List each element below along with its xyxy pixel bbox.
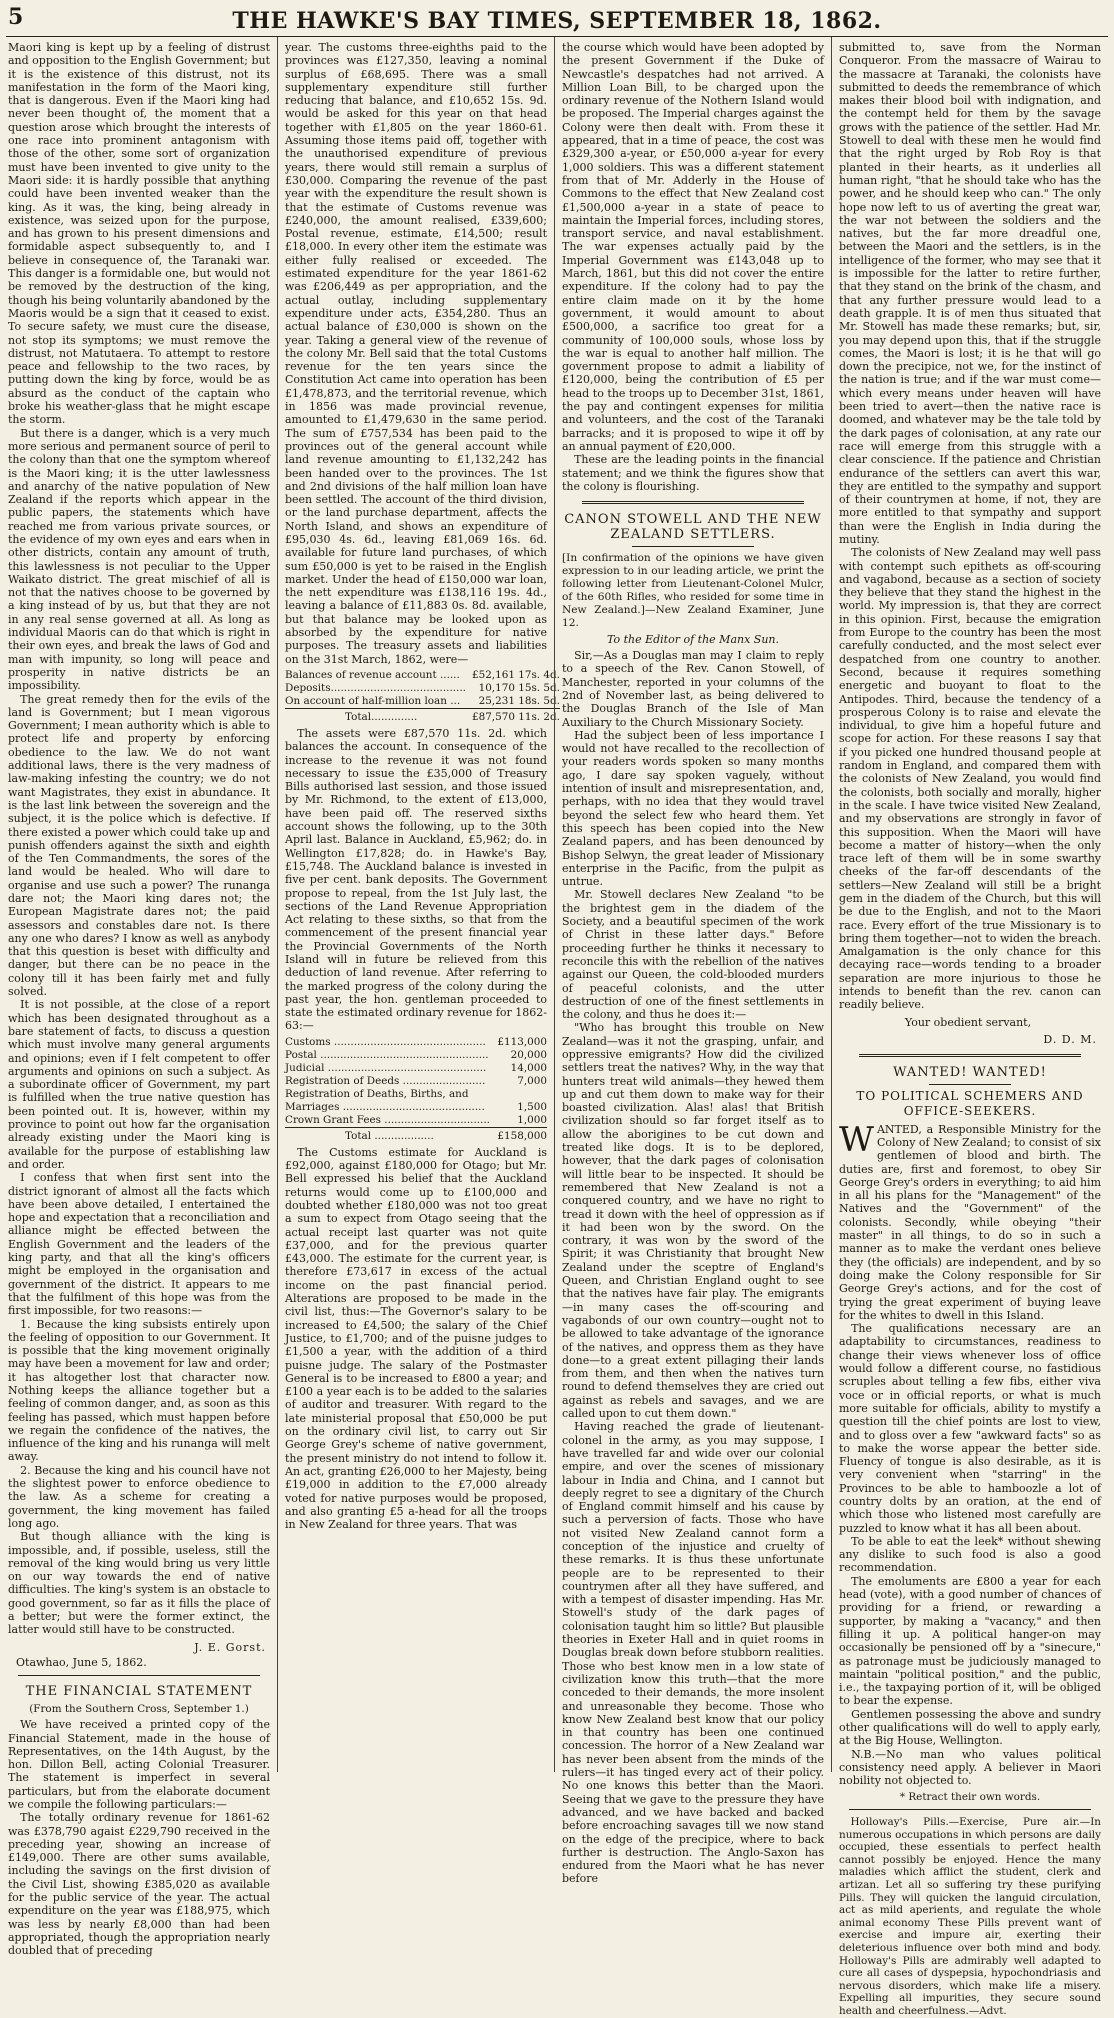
row-label: Registration of Deaths, Births, and Marriages ........................................... bbox=[285, 1087, 485, 1113]
paragraph: To be able to eat the leek* without shewing any dislike to such food is also a good recommendation. bbox=[839, 1534, 1101, 1575]
row-amount: 14,000 bbox=[510, 1061, 547, 1074]
paragraph: N.B.—No man who values political consistency need apply. A believer in Maori nobility not objected to. bbox=[839, 1747, 1101, 1788]
total-label: Total .................. bbox=[285, 1127, 491, 1143]
divider bbox=[929, 1084, 1011, 1085]
row-amount: 7,000 bbox=[517, 1074, 547, 1087]
column-3 bbox=[554, 37, 831, 1886]
table-row bbox=[285, 1062, 547, 1075]
drop-cap: W bbox=[839, 1119, 874, 1160]
paragraph: I confess that when first sent into the district ignorant of almost all the facts which have been above detailed, I entertained the hope and expectation that a reconciliation and alliance might be effected between the English Government and the leaders of the king party, and that all the king's officers might be employed in the organisation and government of the district. It appears to me that the fulfilment of this hope was from the first impossible, for two reasons:— bbox=[8, 1171, 270, 1318]
paragraph: Maori king is kept up by a feeling of distrust and opposition to the English Government; but it is the existence of this distrust, not its manifestation in the form of the Maori king, that is dangerous. Even if the Maori king had never been thought of, the moment that a question arose which brought the interests of one race into prominent antagonism with those of the other, some sort of organization must have been invented to give unity to the Maori side: it is hardly possible that anything could have been invented weaker than the king. As it was, the king, being already in existence, was seized upon for the purpose, and has grown to his present dimensions and formidable aspect subsequently to, and I believe in consequence of, the Taranaki war. This danger is a formidable one, but would not be removed by the destruction of the king, though his being voluntarily abandoned by the Maoris would be a sign that it ceased to exist. To secure safety, we must cure the disease, not stop its symptoms; we must remove the distrust, not Matutaera. To attempt to restore peace and fellowship to the two races, by putting down the king by force, would be as absurd as the conduct of the captain who broke his weather-glass that he might escape the storm. bbox=[8, 41, 270, 427]
paragraph: Mr. Stowell declares New Zealand "to be the brightest gem in the diadem of the Society, and a beautiful specimen of the work of Christ in these latter days." Before proceeding further he thinks it necessary to reconcile this with the rebellion of the natives against our Queen, the cold-blooded murders of peaceful colonists, and the utter destruction of one of the finest settlements in the colony, and thus he does it:— bbox=[562, 888, 824, 1022]
article-source: (From the Southern Cross, September 1.) bbox=[29, 1702, 249, 1715]
advert-subtitle: TO POLITICAL SCHEMERS AND OFFICE-SEEKERS. bbox=[856, 1088, 1084, 1118]
row-label: Registration of Deeds ......................... bbox=[285, 1074, 486, 1087]
table-row bbox=[285, 1049, 547, 1062]
table-total-row bbox=[285, 1127, 547, 1143]
table-row bbox=[285, 1036, 547, 1049]
paragraph: We have received a printed copy of the Financial Statement, made in the house of Representatives, on the 14th August, by the hon. Dillon Bell, acting Colonial Treasurer. The statement is imperfect in several particulars, but from the elaborate document we compile the following particulars:— bbox=[8, 1718, 270, 1811]
row-amount: £52,161 17s. 4d. bbox=[471, 668, 560, 681]
row-label: On account of half-million loan ... bbox=[285, 694, 461, 707]
paragraph: The totally ordinary revenue for 1861-62 was £378,790 agaist £229,790 received in the preceding year, showing an increase of £149,000. There are other sums available, including the savings on the first division of the Civil List, showing £385,020 as available for the public service of the year. The actual expenditure on the year was £188,975, which was less by nearly £8,000 than had been appropriated, though the appropriation nearly doubled that of preceding bbox=[8, 1811, 270, 1958]
paragraph: 2. Because the king and his council have not the slightest power to enforce obedience to the law. As a scheme for creating a government, the king movement has failed long ago. bbox=[8, 1463, 270, 1530]
estimates-table bbox=[285, 1036, 547, 1143]
paragraph-text: ANTED, a Responsible Ministry for the Colony of New Zealand; to consist of six gentlemen of blood and birth. The duties are, first and foremost, to obey Sir George Grey's orders in everything; to aid him in all his plans for the "Management" of the Natives and the "Government" of the colonists. Secondly, while obeying "their master" in all things, to do so in such a manner as to make the verdant ones believe they (the officials) are independent, and by so doing make the Colony responsible for Sir George Grey's actions, and for the cost of trying the great experiment of buying leave for the whites to dwell in this Island. bbox=[839, 1122, 1101, 1322]
closing: Your obedient servant, bbox=[904, 1015, 1032, 1029]
total-label: Total.............. bbox=[285, 708, 466, 724]
paragraph: The emoluments are £800 a year for each head (vote), with a good number of chances of providing for a friend, or rewarding a supporter, by making a "vacancy," and then filling it up. A political hanger-on may occasionally be pensioned off by a "sinecure," as patronage must be judiciously managed to maintain "political position," and the public, i.e., the taxpaying portion of it, will be obliged to bear the expense. bbox=[839, 1574, 1101, 1708]
place-date: Otawhao, June 5, 1862. bbox=[16, 1655, 147, 1669]
paragraph: The qualifications necessary are an adaptability to circumstances, readiness to change their views whenever loss of office would follow a different course, no fastidious scruples about telling a few fibs, either viva voce or in official reports, or what is much more suitable for officials, ability to mystify a question till the chief points are lost to view, and to gloss over a few "awkward facts" so as to make the worse appear the better side. Fluency of tongue is also desirable, as it is very convenient when "starring" in the Provinces to be able to hamboozle a lot of country dolts by an oration, at the end of which those who listened most carefully are puzzled to know what it has all been about. bbox=[839, 1322, 1101, 1535]
paragraph: The Customs estimate for Auckland is £92,000, against £180,000 for Otago; but Mr. Bell expressed his belief that the Auckland returns would come up to £100,000 and doubted whether £180,000 was not too great a sum to expect from Otago seeing that the actual receipt last quarter was not quite £37,000, and for the previous quarter £43,000. The estimate for the current year, is therefore £73,617 in excess of the actual income on the past financial period. Alterations are proposed to be made in the civil list, thus:—The Governor's salary to be increased to £4,500; the salary of the Chief Justice, to £1,700; and of the puisne judges to £1,500 a year, with the addition of a third puisne judge. The salary of the Postmaster General is to be increased to £800 a year; and £100 a year each is to be added to the salaries of auditor and treasurer. With regard to the late ministerial proposal that £50,000 be put on the ordinary civil list, to carry out Sir George Grey's scheme of native government, the present ministry do not intend to follow it. An act, granting £26,000 to her Majesty, being £19,000 in addition to the £7,000 already voted for native purposes would be proposed, and also granting £5 a-head for all the troops in New Zealand for three years. That was bbox=[285, 1145, 547, 1532]
divider bbox=[632, 546, 754, 547]
paragraph: Having reached the grade of lieutenant-colonel in the army, as you may suppose, I have travelled far and wide over our colonial empire, and over the scenes of missionary labour in India and China, and I cannot but deeply regret to see a dignitary of the Church of England commit himself and his cause by such a perversion of facts. Those who have not visited New Zealand cannot form a conception of the injustice and cruelty of these remarks. It is thus these unfortunate people are to be represented to their countrymen after all they have suffered, and with a tempest of disaster impending. Has Mr. Stowell's study of the dark pages of colonisation taught him so little? But plausible theories in Exeter Hall and in quiet rooms in Douglas break down before stubborn realities. Those who best know men in a low state of civilization know this truth—that the more conceded to their demands, the more insolent and unreasonable they become. Those who know New Zealand best know that our policy in that country has been one continued concession. The horror of a New Zealand war has never been absent from the minds of the rulers—it has tinged every act of their policy. No one knows this better than the Maori. Seeing that we gave to the pressure they have advanced, and we have backed and backed before encroaching savages till we now stand on the edge of the precipice, where to back further is destruction. The Anglo-Saxon has endured from the Maori what he has never before bbox=[562, 1420, 824, 1886]
paragraph: 1. Because the king subsists entirely upon the feeling of opposition to our Government. It is possible that the king movement originally may have been a movement for law and order; it has altogether lost that character now. Nothing keeps the alliance together but a feeling of common danger, and, as soon as this feeling has passed, which must happen before we regain the confidence of the natives, the influence of the king and his runanga will melt away. bbox=[8, 1317, 270, 1464]
advert-title: WANTED! WANTED! bbox=[893, 1064, 1047, 1080]
assets-table bbox=[285, 669, 560, 724]
column-1 bbox=[6, 37, 277, 1958]
column-4 bbox=[831, 37, 1108, 2018]
divider bbox=[582, 501, 804, 504]
row-amount: £113,000 bbox=[497, 1035, 547, 1048]
row-label: Customs .............................................. bbox=[285, 1035, 486, 1048]
page-number: 5 bbox=[8, 4, 24, 30]
masthead: THE HAWKE'S BAY TIMES, SEPTEMBER 18, 1862. bbox=[232, 8, 882, 34]
divider bbox=[849, 1809, 1091, 1810]
paragraph: The assets were £87,570 11s. 2d. which balances the account. In consequence of the increase to the revenue it was not found necessary to issue the £35,000 of Treasury Bills authorised last session, and those issued by Mr. Richmond, to the extent of £13,000, have been paid off. The reserved sixths account shows the following, up to the 30th April last. Balance in Auckland, £5,962; do. in Wellington £17,828; do. in Hawke's Bay, £15,748. The Auckland balance is invested in five per cent. bank deposits. The Government propose to repeal, from the 1st July last, the sections of the Land Revenue Appropriation Act relating to these sixths, so that from the commencement of the present financial year the Provincial Governments of the North Island will in future be relieved from this deduction of land revenue. After referring to the marked progress of the colony during the past year, the hon. gentleman proceeded to state the estimated ordinary revenue for 1862-63:— bbox=[285, 726, 547, 1033]
row-label: Crown Grant Fees ................................ bbox=[285, 1113, 490, 1126]
footnote: * Retract their own words. bbox=[899, 1790, 1041, 1803]
paragraph: submitted to, save from the Norman Conqueror. From the massacre of Wairau to the massacre at Taranaki, the colonists have submitted to deeds the remembrance of which makes their blood boil with indignation, and the contempt held for them by the savage grows with the patience of the settler. Had Mr. Stowell to deal with these men he would find that the right urged by Rob Roy is that planted in their hearts, as it underlies all human right, "that he should take who has the power, and he should keep who can." The only hope now left to us of averting the great war, the war not between the soldiers and the natives, but the far more dreadful one, between the Maori and the settlers, is in the intelligence of the former, who may see that it is impossible for the latter to retire further, that they stand on the brink of the chasm, and that any further pressure would lead to a death grapple. It is of men thus situated that Mr. Stowell has made these remarks; but, sir, you may depend upon this, that if the struggle comes, the Maori is lost; it is he that will go down the precipice, not we, for the instinct of the nation is true; and if the war must come—which every means under heaven will have been tried to avert—then the native race is doomed, and whatever may be the tale told by the dark pages of colonisation, at any rate our race will emerge from this struggle with a clear conscience. If the patience and Christian endurance of the settlers can avert this war, they are entitled to the sympathy and support of their countrymen at home, if not, they are more entitled to that sympathy and support than were the English in India during the mutiny. bbox=[839, 41, 1101, 546]
row-amount: 10,170 15s. 5d. bbox=[478, 681, 560, 694]
article-intro: [In confirmation of the opinions we have given expression to in our leading article, we print the following letter from Lieutenant-Colonel Mulcr, of the 60th Rifles, who resided for some time in New Zealand.]—New Zealand Examiner, June 12. bbox=[562, 552, 824, 630]
row-amount: 25,231 18s. 5d. bbox=[478, 694, 560, 707]
paragraph: The colonists of New Zealand may well pass with contempt such epithets as off-scouring and vagabond, because as a section of society they believe that they stand the highest in the world. My impression is, that they are correct in this opinion. First, because the emigration from Europe to the country has been the most carefully conducted, and the most select ever despatched from one country to another. Second, because it requires something energetic and buoyant to float to the Antipodes. Third, because the tendency of a prosperous Colony is to raise and elevate the individual, to give him a hopeful future and scope for action. For these reasons I say that if you picked one hundred thousand people at random in England, and compared them with the colonists of New Zealand, you would find the colonists, both socially and morally, higher in the scale. I have twice visited New Zealand, and my observations are strongly in favor of this supposition. When the Maori will have become a matter of history—when the only trace left of them will be in some swarthy cheeks of the far-off descendants of the settlers—New Zealand will still be a bright gem in the diadem of the Church, but this will be due to the English, and not to the Maori race. Every effort of the true Missionary is to bring them together—not to widen the breach. Amalgamation is the only chance for this decaying race—words tending to a broader separation are more injurious to those he intends to benefit than the rev. canon can readily believe. bbox=[839, 546, 1101, 1012]
signature: D. D. M. bbox=[1043, 1032, 1097, 1046]
total-amount: £158,000 bbox=[491, 1127, 547, 1143]
total-amount: £87,570 11s. 2d. bbox=[466, 708, 560, 724]
advertisement: Holloway's Pills.—Exercise, Pure air.—In numerous occupations in which persons are daily occupied, these essentials to perfect health cannot possibly be enjoyed. Hence the many maladies which afflict the student, clerk and artizan. Let all so suffering try these purifying Pills. They will quicken the languid circulation, act as mild aperients, and regulate the whole animal economy These Pills prevent want of exercise and impure air, exerting their deleterious influence over both mind and body. Holloway's Pills are admirably well adapted to cure all cases of dyspepsia, hypochondriasis and nervous disorders, which make life a misery. Expelling all impurities, they secure sound health and cheerfulness.—Advt. bbox=[839, 1816, 1101, 2018]
paragraph: The great remedy then for the evils of the land is Government; but I mean vigorous Government; I mean authority which is able to protect life and property by enforcing obedience to the law. We do not want additional laws, there is the very madness of law-making infesting the country; we do not want Magistrates, they exist in abundance. It is the last link between the sovereign and the subject, it is the police which is defective. If there existed a power which could take up and punish offenders against the sixth and eighth of the Ten Commandments, the sores of the land would be healed. Who will dare to organise and use such a power? The runanga dare not; the Maori king dares not; the European Magistrate dares not; the paid assessors and constables dare not. Is there any one who dares? I know as well as anybody that this question is beset with difficulty and danger, but there can be no peace in the colony till it has been fairly met and fully solved. bbox=[8, 692, 270, 999]
column-2 bbox=[277, 37, 560, 1772]
table-row bbox=[285, 669, 560, 682]
paragraph: It is not possible, at the close of a report which has been designated throughout as a bare statement of facts, to discuss a question which must involve many general arguments and opinions; even if I felt competent to offer arguments and opinions on such a subject. As a subordinate officer of Government, my part is fulfilled when the true native question has been pointed out. It is, however, within my province to point out how far the organisation already existing under the Maori king is available for the purpose of establishing law and order. bbox=[8, 998, 270, 1171]
article-title: CANON STOWELL AND THE NEW ZEALAND SETTLERS. bbox=[564, 512, 822, 543]
paragraph: Sir,—As a Douglas man may I claim to reply to a speech of the Rev. Canon Stowell, of Manchester, reported in your columns of the 2nd of November last, as being delivered to the Douglas Branch of the Isle of Man Auxiliary to the Church Missionary Society. bbox=[562, 649, 824, 729]
table-total-row bbox=[285, 708, 560, 724]
row-amount: 1,000 bbox=[517, 1113, 547, 1126]
row-amount: 20,000 bbox=[510, 1048, 547, 1061]
paragraph bbox=[839, 1119, 1101, 1322]
salutation: To the Editor of the Manx Sun. bbox=[606, 633, 779, 647]
paragraph: But though alliance with the king is impossible, and, if possible, useless, still the removal of the king would bring us very little on our way towards the end of native difficulties. The king's system is an obstacle to good government, so far as it fills the place of a better; but were the former extinct, the latter would still have to be constructed. bbox=[8, 1530, 270, 1637]
divider bbox=[859, 1054, 1081, 1057]
row-label: Balances of revenue account ...... bbox=[285, 668, 460, 681]
row-amount: 1,500 bbox=[517, 1100, 547, 1113]
row-label: Judicial ................................................ bbox=[285, 1061, 487, 1074]
table-row bbox=[285, 1075, 547, 1088]
table-row bbox=[285, 1114, 547, 1128]
paragraph: But there is a danger, which is a very much more serious and permanent source of peril to the colony than that one the symptom whereof is the Maori king; it is the utter lawlessness and anarchy of the native population of New Zealand if the reports which appear in the public papers, the statements which have reached me from various private sources, or the evidence of my own eyes and ears when in other districts, contain any amount of truth, this lawlessness is not peculiar to the Upper Waikato district. The great mischief of all is not that the natives choose to be governed by a king instead of by us, but that they are not in any real sense governed at all. As long as individual Maoris can do that which is right in their own eyes, and break the laws of God and man with impunity, so long will peace and prosperity in native districts be an impossibility. bbox=[8, 426, 270, 693]
signature: J. E. Gorst. bbox=[194, 1640, 266, 1654]
table-row bbox=[285, 682, 560, 695]
row-label: Deposits......................................... bbox=[285, 681, 466, 694]
row-label: Postal ................................................... bbox=[285, 1048, 489, 1061]
paragraph: Gentlemen possessing the above and sundry other qualifications will do well to apply early, at the Big House, Wellington. bbox=[839, 1707, 1101, 1748]
columns bbox=[6, 37, 1108, 2018]
paragraph: Had the subject been of less importance I would not have recalled to the recollection of your readers words spoken so many months ago, I dare say spoken vaguely, without intention of insult and misrepresentation, and, perhaps, with no idea that they would travel beyond the select few who heard them. Yet this speech has been copied into the New Zealand papers, and has been denounced by Bishop Selwyn, the great leader of Missionary enterprise in the Pacific, from the pulpit as untrue. bbox=[562, 728, 824, 889]
paragraph: "Who has brought this trouble on New Zealand—was it not the grasping, unfair, and oppressive emigrants? How did the civilized settlers treat the natives? Why, in the way that hunters treat wild animals—they hewed them up and cut them down to make way for their boasted civilization. Alas! alas! that British civilization should so far forget itself as to allow the aborigines to be cut down and treated like dogs. It is to be deplored, however, that the dark pages of colonisation will little bear to be inspected. It should be remembered that New Zealand is not a conquered country, and we have no right to tread it down with the heel of oppression as if it had been won by the sword. On the contrary, it was won by the sword of the Spirit; it was Christianity that brought New Zealand under the sceptre of England's Queen, and Christian England ought to see that the natives have fair play. The emigrants—in many cases the off-scouring and vagabonds of our own country—ought not to be allowed to take advantage of the ignorance of the natives, and oppress them as they have done—to a great extent pillaging their lands from them, and then when the natives turn round to defend themselves they are cried out against as rebels and savages, and we are called upon to cut them down." bbox=[562, 1021, 824, 1421]
table-row bbox=[285, 1088, 547, 1114]
divider bbox=[18, 1675, 260, 1676]
article-title: THE FINANCIAL STATEMENT bbox=[25, 1683, 253, 1699]
paragraph: year. The customs three-eighths paid to the provinces was £127,350, leaving a nominal surplus of £68,695. There was a small supplementary expenditure still further reducing that balance, and £10,652 15s. 9d. would be asked for this year on that head together with £1,805 on the year 1860-61. Assuming those items paid off, together with the unauthorised expenditure of previous years, there would still remain a surplus of £30,000. Comparing the revenue of the past year with the expenditure the result shown is that the estimate of Customs revenue was £240,000, the amount realised, £339,600; Postal revenue, estimate, £14,500; result £18,000. In every other item the estimate was either fully realised or exceeded. The estimated expenditure for the year 1861-62 was £206,449 as per appropriation, and the actual outlay, including supplementary expenditure under acts, £354,280. Thus an actual balance of £30,000 is shown on the year. Taking a general view of the revenue of the colony Mr. Bell said that the total Customs revenue for the ten years since the Constitution Act came into operation has been £1,478,873, and the territorial revenue, which in 1856 was made provincial revenue, amounted to £1,479,630 in the same period. The sum of £757,534 has been paid to the provinces out of the general account while land revenue amounting to £1,132,242 has been handed over to the provinces. The 1st and 2nd divisions of the half million loan have been settled. The account of the third division, or the land purchase department, affects the North Island, and shows an expenditure of £95,030 4s. 6d., leaving £81,069 16s. 6d. available for future land purchases, of which sum £50,000 is yet to be raised in the English market. Under the head of £150,000 war loan, the nett expenditure was £138,116 19s. 4d., leaving a balance of £11,883 0s. 8d. available, but that balance may be looked upon as absorbed by the expenditure for native purposes. The treasury assets and liabilities on the 31st March, 1862, were— bbox=[285, 41, 547, 666]
table-row bbox=[285, 695, 560, 709]
page-header bbox=[6, 4, 1108, 37]
paragraph: the course which would have been adopted by the present Government if the Duke of Newcastle's despatches had not arrived. A Million Loan Bill, to be charged upon the ordinary revenue of the Nothern Island would be proposed. The Imperial charges against the Colony were then dealt with. From these it appeared, that in a time of peace, the cost was £329,300 a-year, or £50,000 a-year for every 1,000 soldiers. This was a different statement from that of Mr. Adderly in the House of Commons to the effect that New Zealand cost £1,500,000 a-year in a state of peace to maintain the Imperial forces, including stores, transport service, and naval establishment. The war expenses actually paid by the Imperial Government was £143,048 up to March, 1861, but this did not cover the entire expenditure. If the colony had to pay the entire claim made on it by the home government, it would amount to about £500,000, a sacrifice too great for a community of 100,000 souls, whose loss by the war is equal to another half million. The government propose to admit a liability of £120,000, being the contribution of £5 per head to the troops up to December 31st, 1861, the pay and contingent expenses for militia and volunteers, and the cost of the Taranaki barracks; and it is proposed to wipe it off by an annual payment of £20,000. bbox=[562, 41, 824, 453]
paragraph: These are the leading points in the financial statement; and we think the figures show that the colony is flourishing. bbox=[562, 453, 824, 493]
